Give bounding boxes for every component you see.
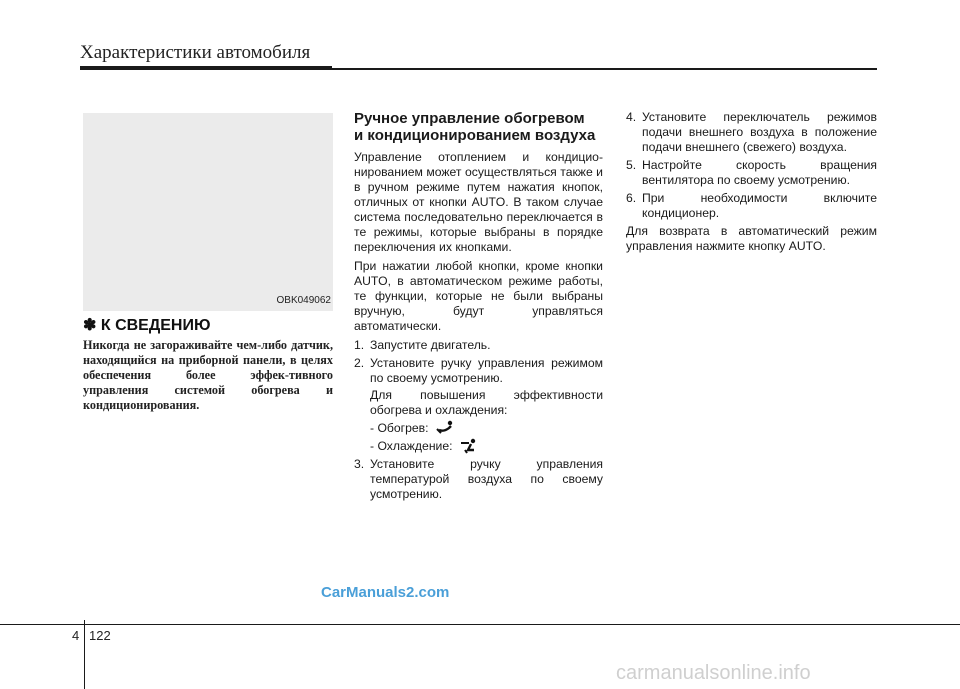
- step-item: [354, 356, 603, 454]
- heating-mode-line: [370, 420, 603, 436]
- step-item: [354, 457, 603, 502]
- closing-paragraph: Для возврата в автоматический режим управления нажмите кнопку AUTO.: [626, 224, 877, 253]
- step-item: [626, 158, 877, 188]
- step-item: [626, 191, 877, 221]
- cooling-label: - Охлаждение:: [370, 438, 453, 453]
- steps-list: [354, 338, 603, 502]
- section-paragraph-1: Управление отоплением и кондицио-нированием может осуществляться также и в ручном режиме путем нажатия кнопок, отличных от кнопки AUTO. В таком случае система последовательно переключается в те режимы, которые выбраны в порядке переключения их кнопками.: [354, 150, 603, 254]
- header-rule-thin: [332, 68, 877, 70]
- note-body: Никогда не загораживайте чем-либо датчик, находящийся на приборной панели, в целях обеспечения более эффек-тивного управления системой обогрева и кондиционирования.: [83, 338, 333, 412]
- cooling-mode-line: [370, 438, 603, 454]
- step-text: Настройте скорость вращения вентилятора по своему усмотрению.: [642, 158, 877, 187]
- step-number: 4.: [626, 110, 637, 124]
- section-title-line1: Ручное управление обогревом: [354, 110, 585, 127]
- figure-image: [83, 113, 333, 311]
- section-paragraph-2: При нажатии любой кнопки, кроме кнопки AUTO, в автоматическом режиме работы, те функции, которые не были выбраны вручную, будут управляться автоматически.: [354, 259, 603, 333]
- step-text: Запустите двигатель.: [370, 338, 491, 352]
- watermark-link[interactable]: CarManuals2.com: [321, 584, 450, 601]
- section-title-line2: и кондиционированием воздуха: [354, 127, 596, 144]
- step-text: Установите ручку управления температурой воздуха по своему усмотрению.: [370, 457, 603, 501]
- page-header-title: Характеристики автомобиля: [80, 42, 311, 63]
- page-number: 122: [89, 628, 111, 643]
- section-title: [354, 110, 603, 144]
- chapter-number: 4: [72, 628, 80, 643]
- steps-list-continued: [626, 110, 877, 221]
- step-number: 6.: [626, 191, 637, 205]
- main-column-right: [626, 110, 877, 258]
- step-text: Установите переключатель режимов подачи внешнего воздуха в положение подачи внешнего (свежего) воздуха.: [642, 110, 877, 154]
- step-number: 2.: [354, 356, 365, 370]
- step-text: Установите ручку управления режимом по своему усмотрению.: [370, 356, 603, 385]
- step-item: [354, 338, 603, 353]
- note-title: ✽ К СВЕДЕНИЮ: [83, 317, 211, 334]
- step-subtext: Для повышения эффективности обогрева и охлаждения:: [370, 388, 603, 417]
- face-vent-icon: [459, 438, 479, 454]
- step-item: [626, 110, 877, 155]
- foot-vent-icon: [435, 420, 455, 436]
- figure-code: OBK049062: [276, 295, 331, 306]
- footer-divider: [84, 620, 85, 689]
- main-column-middle: [354, 110, 603, 505]
- footer-watermark: carmanualsonline.info: [616, 662, 811, 684]
- header-rule-thick: [80, 66, 332, 70]
- step-number: 1.: [354, 338, 365, 352]
- step-number: 3.: [354, 457, 365, 471]
- step-text: При необходимости включите кондиционер.: [642, 191, 877, 220]
- note-block: [83, 315, 333, 413]
- heating-label: - Обогрев:: [370, 420, 429, 435]
- footer-rule: [0, 624, 960, 625]
- step-number: 5.: [626, 158, 637, 172]
